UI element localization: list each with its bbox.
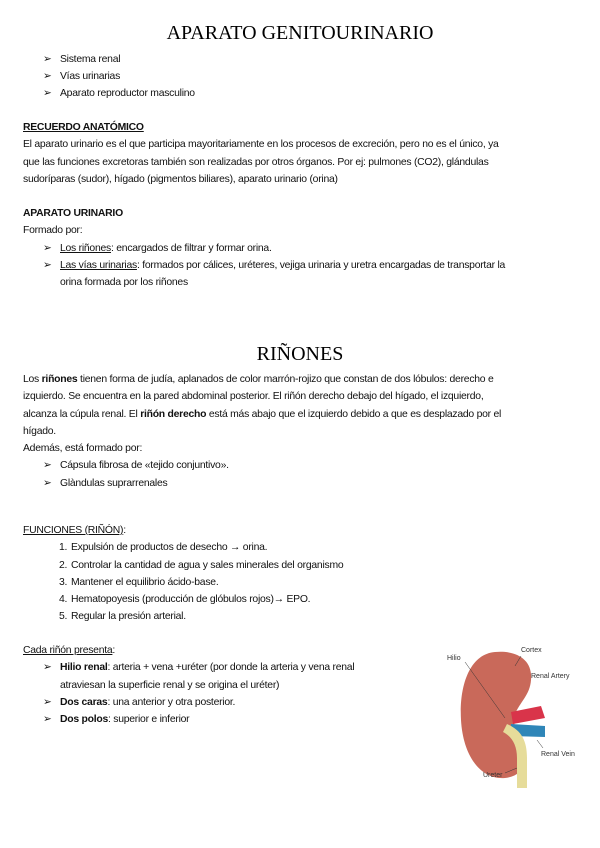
list-item: 2. Controlar la cantidad de agua y sales minerales del organismo (59, 559, 344, 571)
funciones-section: FUNCIONES (RIÑÓN): 1. Expulsión de productos de desecho → orina. 2. Controlar la cantidad de agua y sales minerales del organismo 3. Mantener el equilibrio ácido-base. 4. Hematopoyesis (producción de glóbulos rojos)→ EPO. 5. Regular la presión arterial. (23, 522, 343, 625)
document-title: APARATO GENITOURINARIO (166, 22, 434, 44)
section-heading: RECUERDO ANATÓMICO (23, 122, 144, 133)
list-item: ➢ Vías urinarias (60, 68, 195, 85)
list-item: ➢ Cápsula fibrosa de «tejido conjuntivo». (60, 457, 501, 474)
list-item: ➢ Las vías urinarias: formados por cálices, uréteres, vejiga urinaria y uretra encargadas de transportar la orina formada por los riñones (60, 257, 505, 291)
label-renal-vein: Renal Vein (541, 751, 575, 758)
arrow-bullet-icon: ➢ (43, 88, 52, 100)
section-title: RIÑONES (256, 343, 344, 365)
list-item: ➢ Dos polos: superior e inferior (60, 711, 354, 728)
list-item: 3. Mantener el equilibrio ácido-base. (59, 576, 219, 588)
label-cortex: Cortex (521, 647, 542, 654)
arrow-bullet-icon: ➢ (43, 54, 52, 65)
kidney-figure (445, 640, 595, 790)
arrow-bullet-icon: ➢ (43, 477, 52, 489)
arrow-bullet-icon: ➢ (43, 242, 52, 254)
urinario-section: APARATO URINARIO Formado por: ➢ Los riñones: encargados de filtrar y formar orina. ➢ Las vías urinarias: formados por cálices, uréteres, vejiga urinaria y uretra encargadas de transportar la orina formada por los riñones (23, 205, 505, 291)
label-renal-artery: Renal Artery (531, 673, 570, 680)
list-item: ➢ Glàndulas suprarrenales (60, 475, 501, 492)
list-item: 4. Hematopoyesis (producción de glóbulos rojos)→ EPO. (59, 593, 311, 605)
list-item: ➢ Hilio renal: arteria + vena +uréter (por donde la arteria y vena renal atraviesan la superficie renal y se origina el uréter) (60, 659, 354, 693)
arrow-bullet-icon: ➢ (43, 696, 52, 708)
recuerdo-section: RECUERDO ANATÓMICO El aparato urinario es el que participa mayoritariamente en los procesos de excreción, pero no es el único, ya que las funciones excretoras también son realizadas por otros órganos. Por ej: pulmones (CO2), glándulas sudoríparas (sudor), hígado (pigmentos biliares), aparato urinario (orina) (23, 119, 499, 188)
arrow-bullet-icon: ➢ (43, 662, 52, 674)
intro-list (43, 51, 195, 103)
cada-section: Cada riñón presenta: ➢ Hilio renal: arteria + vena +uréter (por donde la arteria y vena renal atraviesan la superficie renal y se origina el uréter) ➢ Dos caras: una anterior y otra posterior. ➢ Dos polos: superior e inferior (23, 642, 354, 728)
list-item: 1. Expulsión de productos de desecho → orina. (59, 542, 268, 554)
arrow-bullet-icon: ➢ (43, 259, 52, 271)
list-item: ➢ Dos caras: una anterior y otra posterior. (60, 694, 354, 711)
list-item: ➢ Aparato reproductor masculino (60, 85, 195, 102)
section-heading: FUNCIONES (RIÑÓN) (23, 525, 124, 536)
section-heading: Cada riñón presenta (23, 645, 113, 656)
arrow-bullet-icon: ➢ (43, 713, 52, 725)
section-heading: APARATO URINARIO (23, 208, 123, 219)
arrow-bullet-icon: ➢ (43, 460, 52, 472)
arrow-bullet-icon: ➢ (43, 71, 52, 83)
list-item: 5. Regular la presión arterial. (59, 611, 186, 623)
label-ureter: Ureter (483, 772, 503, 779)
rinones-section: Los riñones tienen forma de judía, aplanados de color marrón-rojizo que constan de dos lóbulos: derecho e izquierdo. Se encuentra en la pared abdominal posterior. El riñón derecho debajo del hígado, el izquierdo, alcanza la cúpula renal. El riñón derecho está más abajo que el izquierdo debido a que es desplazado por el hígado. Además, está formado por: ➢ Cápsula fibrosa de «tejido conjuntivo». ➢ Glàndulas suprarrenales (23, 371, 501, 492)
list-item: ➢ Sistema renal (60, 51, 195, 68)
label-hilio: Hilio (447, 655, 461, 662)
list-item: ➢ Los riñones: encargados de filtrar y formar orina. (60, 240, 505, 257)
